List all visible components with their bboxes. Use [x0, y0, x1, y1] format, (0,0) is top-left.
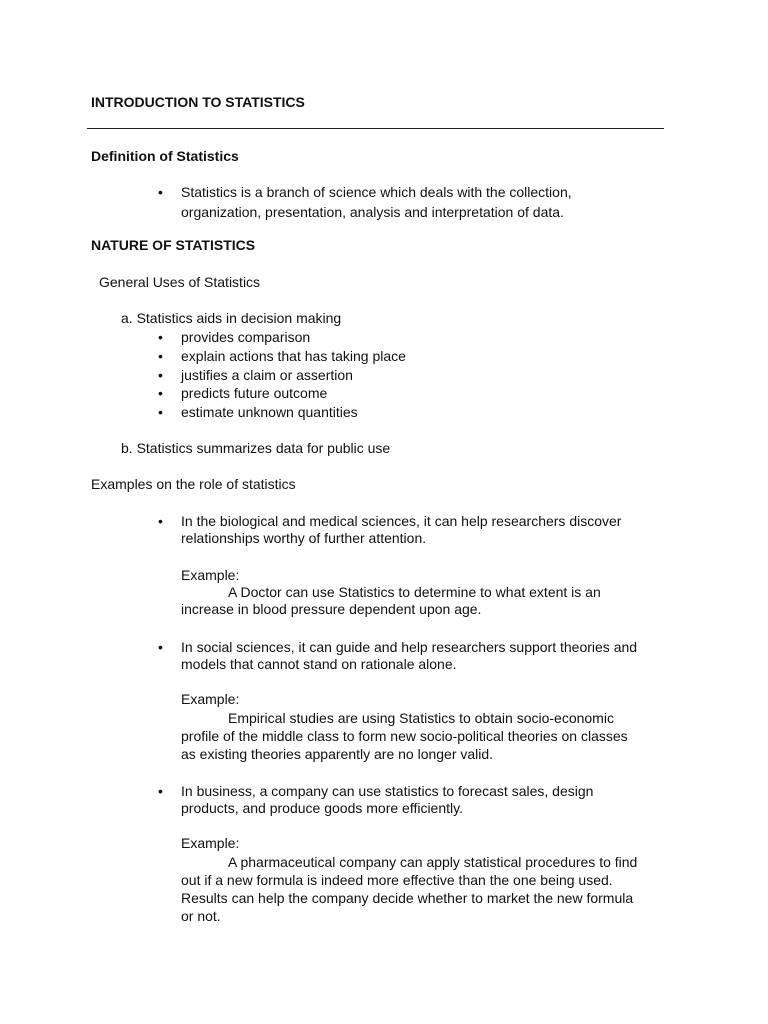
example-3-line-1: In business, a company can use statistics to forecast sales, design — [181, 783, 594, 799]
definition-heading: Definition of Statistics — [91, 148, 239, 164]
use-bullet-2: explain actions that has taking place — [181, 348, 406, 364]
nature-heading: NATURE OF STATISTICS — [91, 237, 256, 253]
bullet-icon: • — [158, 639, 163, 655]
use-bullet-4: predicts future outcome — [181, 385, 328, 401]
title-divider — [87, 128, 664, 129]
list-item-b: b. Statistics summarizes data for public use — [121, 440, 391, 456]
example-1-label: Example: — [181, 567, 240, 583]
page-title: INTRODUCTION TO STATISTICS — [91, 94, 305, 110]
example-3-detail-4: or not. — [181, 908, 221, 924]
example-2-detail-2: profile of the middle class to form new socio-political theories on classes — [181, 728, 628, 744]
bullet-icon: • — [158, 385, 163, 401]
bullet-icon: • — [158, 404, 163, 420]
example-3-label: Example: — [181, 835, 240, 851]
bullet-icon: • — [158, 783, 163, 799]
use-bullet-5: estimate unknown quantities — [181, 404, 358, 420]
bullet-icon: • — [158, 329, 163, 345]
bullet-icon: • — [158, 348, 163, 364]
example-3-detail-3: Results can help the company decide whether to market the new formula — [181, 890, 634, 906]
example-2-line-2: models that cannot stand on rationale alone. — [181, 656, 457, 672]
example-1-line-1: In the biological and medical sciences, it can help researchers discover — [181, 513, 622, 529]
bullet-icon: • — [158, 367, 163, 383]
example-1-detail-2: increase in blood pressure dependent upon age. — [181, 601, 482, 617]
list-item-a: a. Statistics aids in decision making — [121, 310, 342, 326]
use-bullet-1: provides comparison — [181, 329, 311, 345]
example-2-detail-3: as existing theories apparently are no longer valid. — [181, 746, 494, 762]
example-2-label: Example: — [181, 691, 240, 707]
example-2-detail-1: Empirical studies are using Statistics to obtain socio-economic — [228, 710, 614, 726]
bullet-icon: • — [158, 184, 163, 200]
definition-line-1: Statistics is a branch of science which deals with the collection, — [181, 184, 572, 200]
example-3-detail-2: out if a new formula is indeed more effective than the one being used. — [181, 872, 613, 888]
example-1-line-2: relationships worthy of further attention. — [181, 530, 427, 546]
example-1-detail-1: A Doctor can use Statistics to determine to what extent is an — [228, 584, 601, 600]
definition-line-2: organization, presentation, analysis and interpretation of data. — [181, 204, 564, 220]
use-bullet-3: justifies a claim or assertion — [181, 367, 353, 383]
example-3-detail-1: A pharmaceutical company can apply statistical procedures to find — [228, 854, 638, 870]
example-2-line-1: In social sciences, it can guide and help researchers support theories and — [181, 639, 638, 655]
bullet-icon: • — [158, 513, 163, 529]
example-3-line-2: products, and produce goods more efficiently. — [181, 800, 463, 816]
general-uses-subheading: General Uses of Statistics — [99, 274, 261, 290]
examples-heading: Examples on the role of statistics — [91, 476, 296, 492]
